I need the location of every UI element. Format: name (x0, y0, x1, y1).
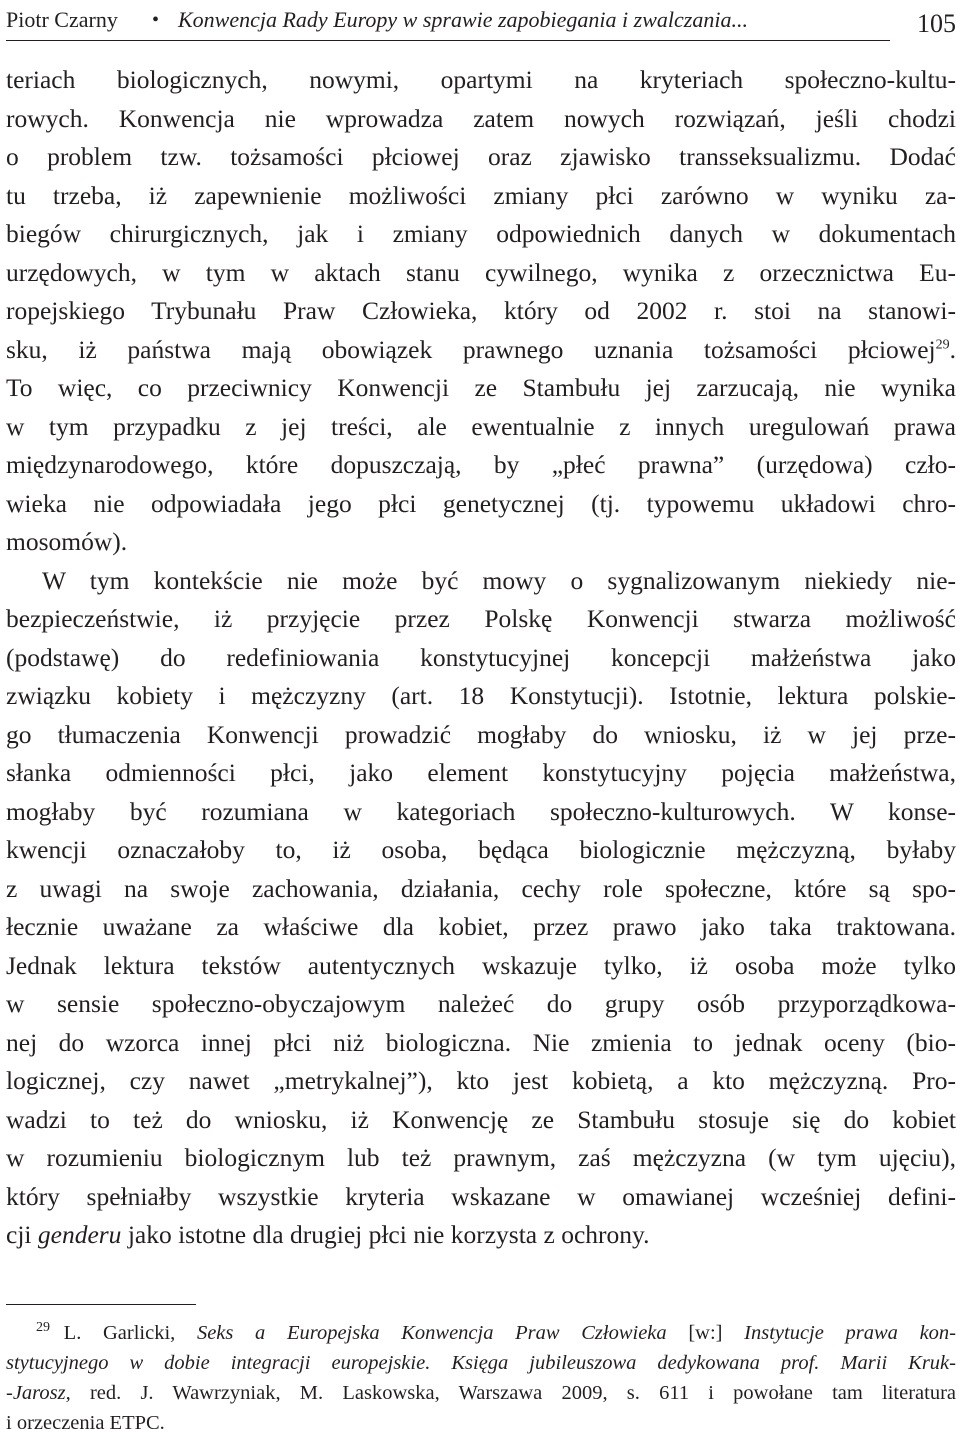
text-line: tu trzeba, iż zapewnienie możliwości zmiany płci zarówno w wyniku za- (6, 180, 956, 210)
footnote-line: stytucyjnego w dobie integracji europejskie. Księga jubileuszowa dedykowana prof. Marii Kruk- (6, 1352, 956, 1374)
sentence-period: . (949, 334, 956, 364)
running-header-author: Piotr Czarny (6, 7, 118, 32)
text-line: logicznej, czy nawet „metrykalnej”), kto jest kobietą, a kto mężczyzną. Pro- (6, 1066, 956, 1095)
footnote-line (6, 1378, 956, 1408)
footnote-text: L. Garlicki, (63, 1322, 197, 1344)
text-line: (podstawę) do redefiniowania konstytucyjnej koncepcji małżeństwa jako (6, 642, 956, 672)
page-number: 105 (917, 9, 956, 38)
text-line: w sensie społeczno-obyczajowym należeć do grupy osób przyporządkowa- (6, 989, 956, 1018)
footnote-text: [w:] (666, 1322, 745, 1344)
header-rule (6, 40, 890, 41)
text-line: To więc, co przeciwnicy Konwencji ze Stambułu jej zarzucają, nie wynika (6, 373, 956, 402)
text-line: wieka nie odpowiadała jego płci genetycznej (tj. typowemu układowi chro- (6, 488, 956, 518)
text-fragment: cji (6, 1220, 38, 1249)
bullet-separator: • (152, 9, 160, 31)
text-line: w tym przypadku z jej treści, ale ewentualnie z innych uregulowań prawa (6, 411, 956, 441)
text-line: teriach biologicznych, nowymi, opartymi na kryteriach społeczno-kultu- (6, 65, 956, 94)
text-line-with-footnote-ref (6, 331, 956, 370)
text-line: który spełniałby wszystkie kryteria wskazane w omawianej wcześniej defini- (6, 1181, 956, 1211)
footnote-line: i orzeczenia ETPC. (6, 1412, 165, 1434)
text-line: rowych. Konwencja nie wprowadza zatem nowych rozwiązań, jeśli chodzi (6, 103, 956, 133)
paragraph-end-line: mosomów). (6, 527, 128, 556)
footnote (6, 1318, 956, 1438)
running-header-title: Konwencja Rady Europy w sprawie zapobiegania i zwalczania... (178, 7, 748, 32)
text-line: go tłumaczenia Konwencji prowadzić mogłaby do wniosku, iż w jej prze- (6, 719, 956, 749)
footnote-italic-title: Instytucje prawa kon- (744, 1322, 957, 1344)
text-line: w rozumieniu biologicznym lub też prawnym, zaś mężczyzna (w tym ujęciu), (6, 1143, 956, 1172)
text-line: urzędowych, w tym w aktach stanu cywilnego, wynika z orzecznictwa Eu- (6, 257, 956, 287)
footnote-reference[interactable]: 29 (935, 337, 950, 352)
text-line: związku kobiety i mężczyzny (art. 18 Konstytucji). Istotnie, lektura polskie- (6, 681, 956, 710)
text-fragment: jako istotne dla drugiej płci nie korzysta z ochrony. (121, 1220, 650, 1249)
text-line: Jednak lektura tekstów autentycznych wskazuje tylko, iż osoba może tylko (6, 950, 956, 980)
italic-term: genderu (37, 1220, 122, 1249)
text-line: biegów chirurgicznych, jak i zmiany odpowiednich danych w dokumentach (6, 219, 956, 248)
text-line: mogłaby być rozumiana w kategoriach społeczno-kulturowych. W konse- (6, 796, 956, 826)
text-line: bezpieczeństwie, iż przyjęcie przez Polskę Konwencji stwarza możliwość (6, 604, 956, 633)
footnote-italic-title: -Jarosz, (6, 1382, 71, 1404)
paragraph-start-line: W tym kontekście nie może być mowy o sygnalizowanym niekiedy nie- (42, 565, 956, 595)
text-line: łecznie uważane za właściwe dla kobiet, przez prawo jako taka traktowana. (6, 912, 956, 941)
body-text (6, 61, 956, 1255)
text-line: o problem tzw. tożsamości płciowej oraz zjawisko transseksualizmu. Dodać (6, 142, 956, 171)
text-line: z uwagi na swoje zachowania, działania, cechy role społeczne, które są spo- (6, 873, 956, 903)
text-line: ropejskiego Trybunału Praw Człowieka, który od 2002 r. stoi na stanowi- (6, 296, 956, 325)
text-line: międzynarodowego, które dopuszczają, by „płeć prawna” (urzędowa) czło- (6, 450, 956, 479)
running-header (6, 0, 960, 40)
text-line: słanka odmienności płci, jako element konstytucyjny pojęcia małżeństwa, (6, 758, 956, 787)
footnote-line: 29 L. Garlicki, Seks a Europejska Konwencja Praw Człowieka [w:] Instytucje prawa kon- (36, 1320, 957, 1344)
text-line: wadzi to też do wniosku, iż Konwencję ze Stambułu stosuje się do kobiet (6, 1104, 956, 1134)
text-line: nej do wzorca innej płci niż biologiczna. Nie zmienia to jednak oceny (bio- (6, 1027, 956, 1057)
paragraph-end-line (6, 1216, 956, 1255)
text-line: kwencji oznaczałoby to, iż osoba, będąca biologicznie mężczyzną, byłaby (6, 835, 956, 864)
footnote-italic-title: Seks a Europejska Konwencja Praw Człowieka (196, 1322, 667, 1344)
text-line-content: sku, iż państwa mają obowiązek prawnego uznania tożsamości płciowej (6, 334, 936, 364)
footnote-text: red. J. Wawrzyniak, M. Laskowska, Warszawa 2009, s. 611 i powołane tam literatura (70, 1382, 956, 1404)
footnote-rule (6, 1304, 196, 1305)
